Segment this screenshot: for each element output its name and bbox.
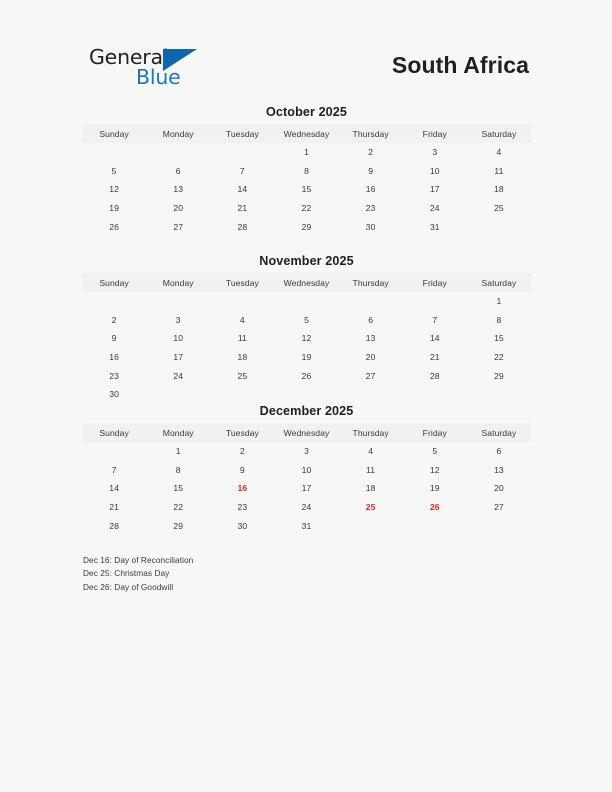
calendar-day[interactable]: 27 (494, 502, 504, 513)
calendar-day[interactable]: 18 (365, 483, 376, 494)
calendar-day-empty (403, 292, 467, 311)
weekday-header-thursday: Thursday (339, 124, 403, 143)
weekday-header-thursday: Thursday (339, 423, 403, 442)
calendar-day-empty (210, 292, 274, 311)
calendar-day[interactable]: 21 (109, 502, 119, 513)
weekday-header-friday: Friday (403, 273, 467, 292)
calendar-day[interactable]: 5 (111, 165, 117, 176)
calendar-day[interactable]: 10 (301, 464, 312, 475)
calendar-day-holiday[interactable]: 26 (429, 502, 440, 513)
general-blue-logo (89, 46, 209, 90)
calendar-day[interactable]: 16 (365, 184, 376, 195)
calendar-day[interactable]: 12 (109, 184, 119, 195)
calendar-day[interactable]: 22 (173, 502, 184, 513)
page-header (0, 0, 612, 100)
calendar-day[interactable]: 18 (237, 352, 248, 363)
month-block-november (82, 254, 531, 404)
calendar-week-row (82, 292, 531, 311)
month-block-october (82, 105, 531, 236)
calendar-day-empty (146, 292, 210, 311)
calendar-day[interactable]: 16 (109, 352, 119, 363)
legend-item: Dec 16: Day of Reconciliation (83, 555, 194, 565)
calendar-day[interactable]: 23 (109, 370, 119, 381)
calendar-day[interactable]: 7 (239, 165, 245, 176)
calendar-day[interactable]: 22 (301, 203, 312, 214)
calendar-week-row (82, 348, 531, 367)
weekday-header-friday: Friday (403, 423, 467, 442)
weekday-header-saturday: Saturday (467, 273, 531, 292)
weekday-header-sunday: Sunday (82, 273, 146, 292)
calendar-day-empty (467, 385, 531, 404)
calendar-table-december (82, 423, 531, 535)
calendar-day[interactable]: 17 (173, 352, 184, 363)
weekday-header-monday: Monday (146, 124, 210, 143)
calendar-day[interactable]: 7 (111, 464, 117, 475)
calendar-day[interactable]: 13 (494, 464, 504, 475)
calendar-week-row (82, 516, 531, 535)
calendar-week-row (82, 143, 531, 162)
calendar-week-row (82, 479, 531, 498)
calendar-day[interactable]: 28 (237, 221, 248, 232)
calendar-day[interactable]: 7 (432, 314, 438, 325)
calendar-week-row (82, 329, 531, 348)
calendar-day[interactable]: 6 (496, 446, 502, 457)
calendar-week-row (82, 162, 531, 181)
weekday-header-tuesday: Tuesday (210, 273, 274, 292)
calendar-day-empty (467, 217, 531, 236)
calendar-day-empty (146, 143, 210, 162)
calendar-day[interactable]: 17 (429, 184, 440, 195)
calendar-day[interactable]: 14 (429, 333, 440, 344)
weekday-header-monday: Monday (146, 423, 210, 442)
calendar-day[interactable]: 11 (237, 333, 247, 344)
calendar-day[interactable]: 12 (429, 464, 440, 475)
weekday-header-friday: Friday (403, 124, 467, 143)
calendar-day[interactable]: 14 (237, 184, 248, 195)
weekday-header-row (82, 423, 531, 442)
calendar-day[interactable]: 20 (173, 203, 184, 214)
calendar-day[interactable]: 24 (301, 502, 312, 513)
calendar-day[interactable]: 13 (173, 184, 184, 195)
calendar-table-october (82, 124, 531, 236)
calendar-day-empty (146, 385, 210, 404)
calendar-day[interactable]: 31 (301, 520, 312, 531)
weekday-header-wednesday: Wednesday (274, 273, 338, 292)
legend-item: Dec 25: Christmas Day (83, 568, 170, 579)
calendar-day[interactable]: 30 (237, 520, 248, 531)
calendar-day[interactable]: 8 (496, 314, 502, 325)
calendar-day-empty (210, 143, 274, 162)
calendar-day-empty (403, 516, 467, 535)
page-title: South Africa (391, 52, 529, 78)
calendar-day[interactable]: 17 (301, 483, 312, 494)
calendar-day[interactable]: 31 (429, 221, 440, 232)
calendar-day[interactable]: 19 (301, 352, 312, 363)
calendar-day[interactable]: 22 (494, 352, 504, 363)
calendar-day[interactable]: 5 (304, 314, 309, 325)
calendar-day-empty (82, 292, 146, 311)
calendar-body (82, 442, 531, 535)
calendar-day[interactable]: 10 (173, 333, 184, 344)
calendar-day[interactable]: 8 (304, 165, 309, 176)
calendar-body (82, 143, 531, 236)
weekday-header-sunday: Sunday (82, 124, 146, 143)
calendar-day-empty (339, 292, 403, 311)
calendar-day-empty (82, 143, 146, 162)
calendar-day[interactable]: 23 (365, 203, 376, 214)
calendar-day[interactable]: 25 (237, 370, 248, 381)
calendar-day[interactable]: 11 (366, 464, 376, 475)
calendar-day[interactable]: 19 (109, 203, 119, 214)
calendar-day[interactable]: 28 (109, 520, 119, 531)
calendar-day-empty (339, 516, 403, 535)
calendar-day[interactable]: 24 (429, 203, 440, 214)
weekday-header-wednesday: Wednesday (274, 124, 338, 143)
weekday-header-row (82, 124, 531, 143)
calendar-day[interactable]: 23 (237, 502, 248, 513)
calendar-day[interactable]: 30 (365, 221, 376, 232)
calendar-day[interactable]: 21 (429, 352, 440, 363)
calendar-day[interactable]: 9 (368, 165, 374, 176)
calendar-week-row (82, 180, 531, 199)
calendar-day[interactable]: 9 (111, 333, 117, 344)
calendar-day[interactable]: 14 (109, 483, 119, 494)
calendar-day[interactable]: 18 (494, 184, 504, 195)
calendar-day-holiday[interactable]: 25 (365, 502, 376, 513)
calendar-day[interactable]: 26 (301, 370, 312, 381)
weekday-header-saturday: Saturday (467, 423, 531, 442)
calendar-day[interactable]: 15 (301, 184, 312, 195)
calendar-day-empty (82, 442, 146, 461)
calendar-week-row (82, 461, 531, 480)
calendar-day[interactable]: 29 (173, 520, 184, 531)
calendar-day[interactable]: 19 (429, 483, 440, 494)
calendar-week-row (82, 498, 531, 517)
calendar-day[interactable]: 4 (239, 314, 245, 325)
calendar-day-empty (467, 516, 531, 535)
logo-text-general: General (89, 45, 169, 69)
calendar-day[interactable]: 3 (175, 314, 181, 325)
calendar-day[interactable]: 4 (368, 446, 374, 457)
calendar-day[interactable]: 2 (239, 446, 245, 457)
calendar-day[interactable]: 15 (494, 333, 504, 344)
weekday-header-row (82, 273, 531, 292)
calendar-body (82, 292, 531, 404)
calendar-day-empty (339, 385, 403, 404)
calendar-week-row (82, 385, 531, 404)
calendar-day-empty (274, 385, 338, 404)
calendar-week-row (82, 217, 531, 236)
weekday-header-tuesday: Tuesday (210, 124, 274, 143)
month-block-december (82, 404, 531, 535)
calendar-day[interactable]: 26 (109, 221, 119, 232)
calendar-day[interactable]: 1 (304, 147, 309, 158)
calendar-day[interactable]: 30 (109, 389, 119, 400)
weekday-header-saturday: Saturday (467, 124, 531, 143)
calendar-day[interactable]: 12 (301, 333, 312, 344)
calendar-day-empty (210, 385, 274, 404)
calendar-day[interactable]: 20 (494, 483, 504, 494)
month-title: October 2025 (266, 105, 347, 119)
calendar-day[interactable]: 6 (368, 314, 374, 325)
holiday-legend (83, 554, 443, 594)
calendar-day[interactable]: 29 (301, 221, 312, 232)
calendar-day[interactable]: 24 (173, 370, 184, 381)
calendar-day[interactable]: 1 (175, 446, 181, 457)
calendar-week-row (82, 366, 531, 385)
calendar-day[interactable]: 27 (365, 370, 376, 381)
calendar-day-empty (403, 385, 467, 404)
weekday-header-wednesday: Wednesday (274, 423, 338, 442)
calendar-day[interactable]: 11 (494, 165, 504, 176)
calendar-day[interactable]: 29 (494, 370, 504, 381)
calendar-day[interactable]: 3 (432, 147, 438, 158)
legend-item: Dec 26: Day of Goodwill (83, 581, 174, 592)
calendar-week-row (82, 442, 531, 461)
calendar-day[interactable]: 27 (173, 221, 184, 232)
calendar-day[interactable]: 2 (368, 147, 374, 158)
calendar-day[interactable]: 6 (175, 165, 181, 176)
calendar-day-holiday[interactable]: 16 (237, 483, 248, 494)
calendar-day[interactable]: 15 (173, 483, 184, 494)
calendar-day[interactable]: 3 (304, 446, 309, 457)
calendar-day[interactable]: 4 (496, 147, 502, 158)
calendar-day[interactable]: 13 (365, 333, 376, 344)
calendar-day[interactable]: 28 (429, 370, 440, 381)
calendar-week-row (82, 199, 531, 218)
calendar-day[interactable]: 2 (111, 314, 117, 325)
calendar-day[interactable]: 10 (429, 165, 440, 176)
calendar-day[interactable]: 8 (175, 464, 181, 475)
month-title: November 2025 (259, 254, 354, 268)
logo-text-blue: Blue (136, 65, 181, 89)
month-title: December 2025 (259, 404, 354, 418)
calendar-day[interactable]: 20 (365, 352, 376, 363)
weekday-header-thursday: Thursday (339, 273, 403, 292)
calendar-day[interactable]: 25 (494, 203, 504, 214)
calendar-table-november (82, 273, 531, 404)
calendar-day-empty (274, 292, 338, 311)
calendar-day[interactable]: 5 (432, 446, 438, 457)
calendar-day[interactable]: 21 (237, 203, 248, 214)
calendar-day[interactable]: 9 (239, 464, 245, 475)
weekday-header-sunday: Sunday (82, 423, 146, 442)
weekday-header-tuesday: Tuesday (210, 423, 274, 442)
calendar-week-row (82, 311, 531, 330)
calendar-day[interactable]: 1 (496, 296, 502, 307)
weekday-header-monday: Monday (146, 273, 210, 292)
